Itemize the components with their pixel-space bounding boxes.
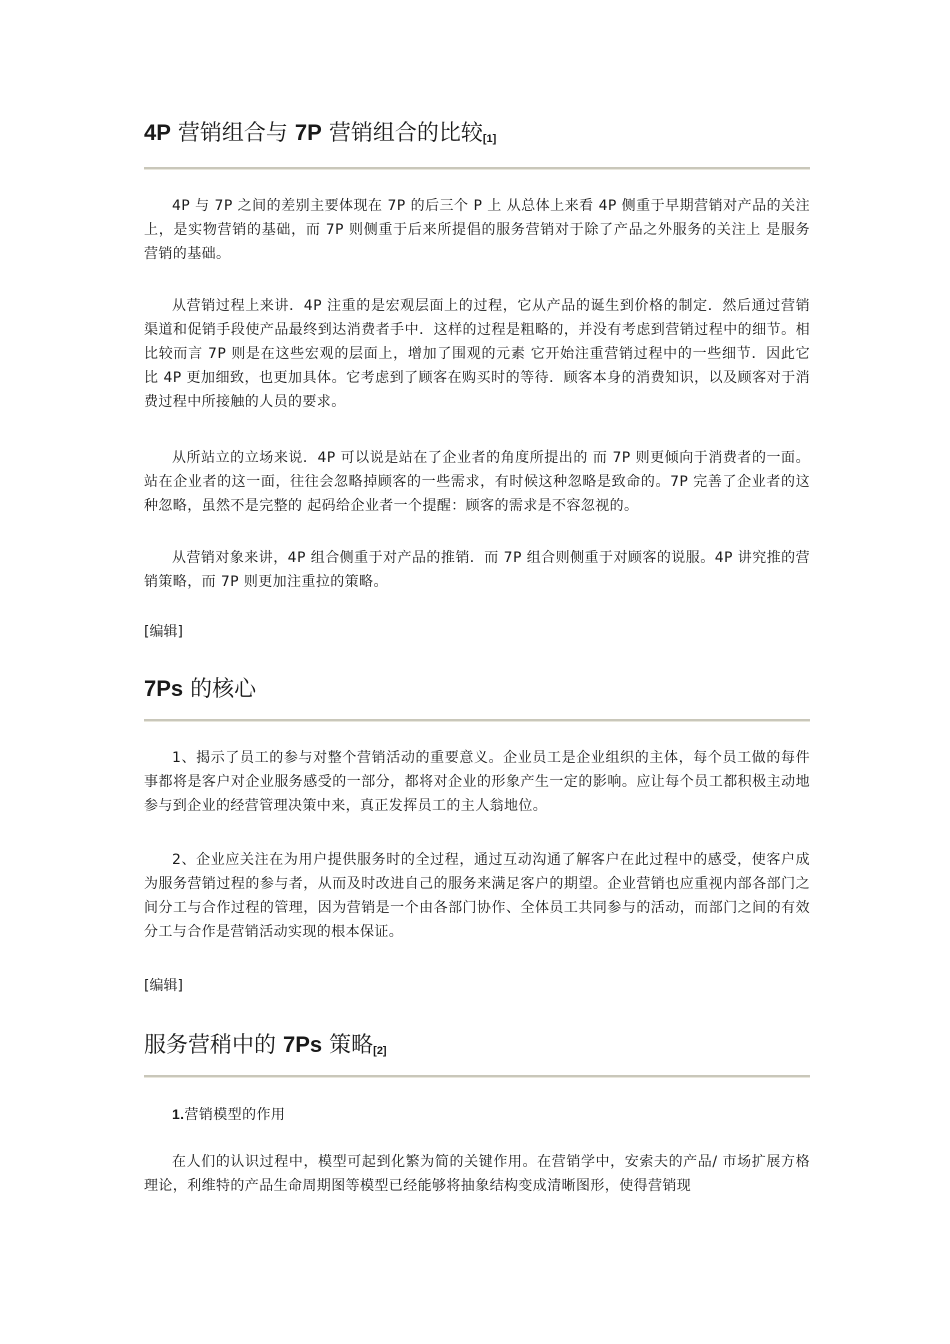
heading-bold-7ps: 7Ps — [283, 1032, 323, 1057]
subheading-text: 营销模型的作用 — [184, 1107, 286, 1123]
paragraph: 在人们的认识过程中，模型可起到化繁为简的关键作用。在营销学中，安索夫的产品/ 市场扩展方格理论，利维特的产品生命周期图等模型已经能够将抽象结构变成清晰图形，使得营销现 — [144, 1154, 810, 1194]
heading-bold-7ps: 7Ps — [144, 676, 184, 701]
subheading-number: 1. — [172, 1106, 185, 1122]
section-heading-4p-vs-7p — [144, 118, 810, 152]
paragraph: 从营销对象来讲，4P 组合侧重于对产品的推销．而 7P 组合则侧重于对顾客的说服。4P 讲究推的营销策略，而 7P 则更加注重拉的策略。 — [144, 550, 810, 590]
heading-text-tail: 策略 — [322, 1033, 374, 1058]
heading-divider — [144, 1075, 810, 1078]
paragraph: 从营销过程上来讲．4P 注重的是宏观层面上的过程，它从产品的诞生到价格的制定．然后通过营销渠道和促销手段使产品最终到达消费者手中．这样的过程是粗略的，并没有考虑到营销过程中的细节。相比较而言 7P 则是在这些宏观的层面上，增加了围观的元素 它开始注重营销过程中的一些细节．因此它比 4P 更加细致，也更加具体。它考虑到了顾客在购买时的等待．顾客本身的消费知识，以及顾客对于消费过程中所接触的人员的要求。 — [144, 298, 810, 410]
citation-link[interactable]: [2] — [373, 1045, 387, 1057]
paragraph: 从所站立的立场来说．4P 可以说是站在了企业者的角度所提出的 而 7P 则更倾向于消费者的一面。站在企业者的这一面，往往会忽略掉顾客的一些需求，有时候这种忽略是致命的。7P 完善了企业者的这种忽略，虽然不是完整的 起码给企业者一个提醒：顾客的需求是不容忽视的。 — [144, 450, 810, 514]
heading-bold-4p: 4P — [144, 120, 171, 145]
heading-text-tail: 营销组合的比较 — [321, 121, 483, 146]
edit-link[interactable]: [编辑] — [144, 624, 183, 640]
citation-link[interactable]: [1] — [482, 133, 497, 145]
subheading — [144, 1102, 810, 1127]
heading-text: 营销组合与 — [170, 121, 295, 146]
heading-divider — [144, 719, 810, 722]
heading-divider — [144, 167, 810, 170]
paragraph: 4P 与 7P 之间的差别主要体现在 7P 的后三个 P 上 从总体上来看 4P 侧重于早期营销对产品的关注上，是实物营销的基础，而 7P 则侧重于后来所提倡的服务营销对于除了产品之外服务的关注上 是服务营销的基础。 — [144, 198, 810, 262]
paragraph: 1、揭示了员工的参与对整个营销活动的重要意义。企业员工是企业组织的主体，每个员工做的每件事都将是客户对企业服务感受的一部分，都将对企业的形象产生一定的影响。应让每个员工都积极主动地参与到企业的经营管理决策中来，真正发挥员工的主人翁地位。 — [144, 750, 810, 814]
heading-text: 的核心 — [183, 677, 257, 702]
heading-bold-7p: 7P — [294, 120, 322, 145]
paragraph: 2、企业应关注在为用户提供服务时的全过程，通过互动沟通了解客户在此过程中的感受，使客户成为服务营销过程的参与者，从而及时改进自己的服务来满足客户的期望。企业营销也应重视内部各部门之间分工与合作过程的管理，因为营销是一个由各部门协作、全体员工共同参与的活动，而部门之间的有效分工与合作是营销活动实现的根本保证。 — [144, 852, 810, 940]
edit-link[interactable]: [编辑] — [144, 978, 183, 994]
section-heading-7ps-core — [144, 674, 810, 705]
section-heading-7ps-strategy — [144, 1030, 810, 1064]
heading-text: 服务营稍中的 — [144, 1033, 283, 1058]
